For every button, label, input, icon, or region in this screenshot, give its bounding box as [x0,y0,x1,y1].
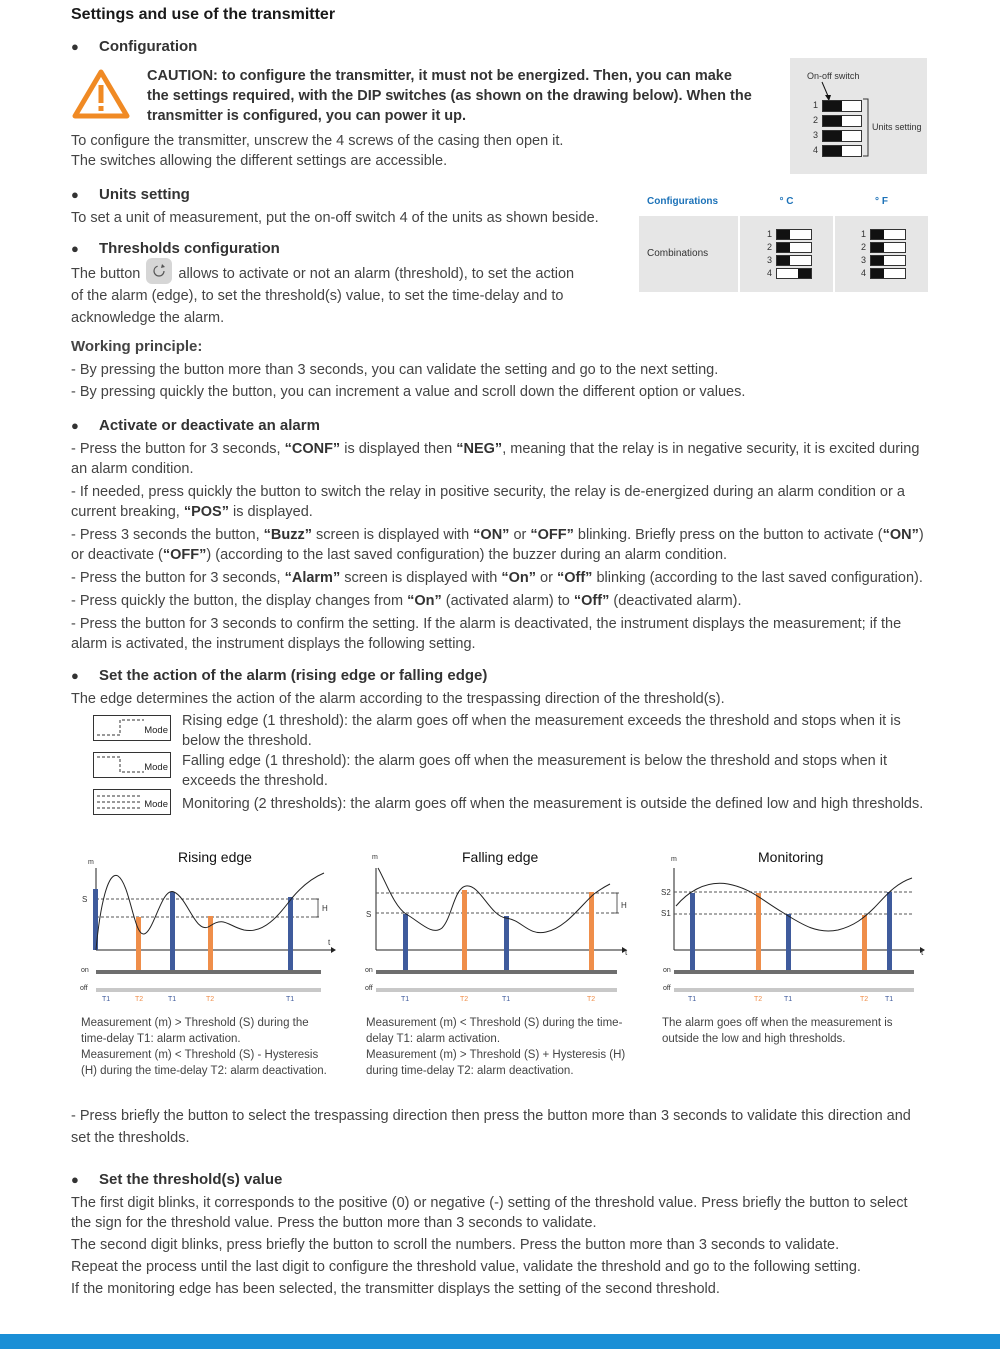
footer-bar [0,1334,1000,1349]
mode-rising-icon: Mode [93,715,171,741]
monitoring-chart: Monitoring m S2 S1 t on off T1 T2 T1 T2 T1 [661,849,924,1003]
working-principle-text: - By pressing the button more than 3 seconds, you can validate the setting and go to the next setting. - By pressing quickly the button, you can increment a value and scroll down the different option or values. [71,362,746,400]
units-table: Configurations ° C ° F Combinations 1 2 3 4 1 2 3 4 [639,189,928,292]
arrow-icon [818,80,838,102]
working-principle-heading: Working principle: [71,338,203,355]
chart-title: Rising edge [178,849,252,865]
mode-falling-icon: Mode [93,752,171,778]
rising-caption: Measurement (m) > Threshold (S) during the time-delay T1: alarm activation. Measurement (m) < Threshold (S) - Hysteresis (H) during the time-delay T2: alarm deactivation. [81,1017,327,1077]
caution-icon [71,68,131,120]
dip-switch-4-fahrenheit [870,268,906,279]
dip-switch-4-celsius [776,268,812,279]
section-configuration: ● Configuration [71,38,198,55]
switch-figure: On-off switch 1 2 3 4 Units setting [790,58,927,174]
action-intro: The edge determines the action of the alarm according to the trespassing direction of the threshold(s). [71,691,725,707]
direction-text: - Press briefly the button to select the trespassing direction then press the button more than 3 seconds to validate this direction and set the thresholds. [71,1108,911,1146]
units-text: To set a unit of measurement, put the on-off switch 4 of the units as shown beside. [71,210,599,226]
config-paragraph: To configure the transmitter, unscrew the 4 screws of the casing then open it. The switches allowing the different settings are accessible. [71,133,564,169]
section-units: ● Units setting [71,186,190,203]
chart-title: Falling edge [462,849,539,865]
thresholds-text: of the alarm (edge), to set the threshold(s) value, to set the time-delay and to acknowledge the alarm. [71,288,564,326]
onoff-switch-label: On-off switch [807,71,860,81]
chart-title: Monitoring [758,849,824,865]
monitoring-description: Monitoring (2 thresholds): the alarm goes off when the measurement is outside the defined low and high thresholds. [182,796,924,812]
section-heading: Configuration [99,38,198,55]
page-title: Settings and use of the transmitter [71,6,336,23]
table-row-label: Combinations [647,248,709,259]
threshold-value-text: The first digit blinks, it corresponds to the positive (0) or negative (-) setting of the threshold value. Press briefly the button to select the sign for the threshold value. Press the button more than 3 seconds to validate. The second digit blinks, press briefly the button to scroll the numbers. Press the button more than 3 seconds to validate. Repeat the process until the last digit to configure the threshold value, validate the threshold and go to the following setting. If the monitoring edge has been selected, the transmitter displays the setting of the second threshold. [71,1195,908,1297]
activate-text: - Press the button for 3 seconds, “CONF” is displayed then “NEG”, meaning that the relay is in negative security, it is excited during an alarm condition. - If needed, press quickly the button to switch the relay in positive security, the relay is de-energized during an alarm condition or a current breaking, “POS” is displayed. - Press 3 seconds the button, “Buzz” screen is displayed with “ON” or “OFF” blinking. Briefly press on the button to activate (“ON”) or deactivate (“OFF”) (according to the last saved configuration) the buzzer during an alarm condition. - Press the button for 3 seconds, “Alarm” screen is displayed with “On” or “Off” blinking (according to the last saved configuration). - Press quickly the button, the display changes from “On” (activated alarm) to “Off” (deactivated alarm). - Press the button for 3 seconds to confirm the setting. If the alarm is deactivated, the instrument displays the measurement; if the alarm is activated, the instrument displays the following setting. [71,441,924,652]
monitoring-caption: The alarm goes off when the measurement is outside the low and high thresholds. [662,1017,893,1045]
units-setting-label: Units setting [872,122,922,132]
section-threshold-value: ● Set the threshold(s) value [71,1171,283,1188]
dip-switch-2 [822,115,862,127]
thresholds-line-1: The button allows to activate or not an alarm (threshold), to set the action [71,264,574,284]
section-thresholds: ● Thresholds configuration [71,240,280,257]
table-header: ° C [779,196,794,207]
rising-edge-chart: Rising edge m S H t on off T1 T2 T1 T2 T1 [78,846,350,1006]
section-action: ● Set the action of the alarm (rising edge or falling edge) [71,667,488,684]
dip-switch-1 [822,100,862,112]
falling-caption: Measurement (m) < Threshold (S) during the time- delay T1: alarm activation. Measurement (m) > Threshold (S) + Hysteresis (H) during time-delay T2: alarm deactivation. [366,1017,626,1077]
falling-edge-chart: Falling edge m S H t on off T1 T2 T1 T2 [365,849,628,1003]
dip-switch-3 [822,130,862,142]
config-button-icon [146,258,172,284]
mode-monitoring-icon: Mode [93,789,171,815]
caution-text: CAUTION: to configure the transmitter, it must not be energized. Then, you can make the settings required, with the DIP switches (as shown on the drawing below). When the transmitter is configured, you can power it up. [147,68,752,124]
dip-switch-4 [822,145,862,157]
rising-description: Rising edge (1 threshold): the alarm goes off when the measurement exceeds the threshold and stops when it is below the threshold. [182,713,901,749]
section-activate: ● Activate or deactivate an alarm [71,417,320,434]
falling-description: Falling edge (1 threshold): the alarm goes off when the measurement is below the threshold and stops when it exceeds the threshold. [182,753,887,789]
table-header: Configurations [647,196,719,207]
table-header: ° F [875,196,888,207]
